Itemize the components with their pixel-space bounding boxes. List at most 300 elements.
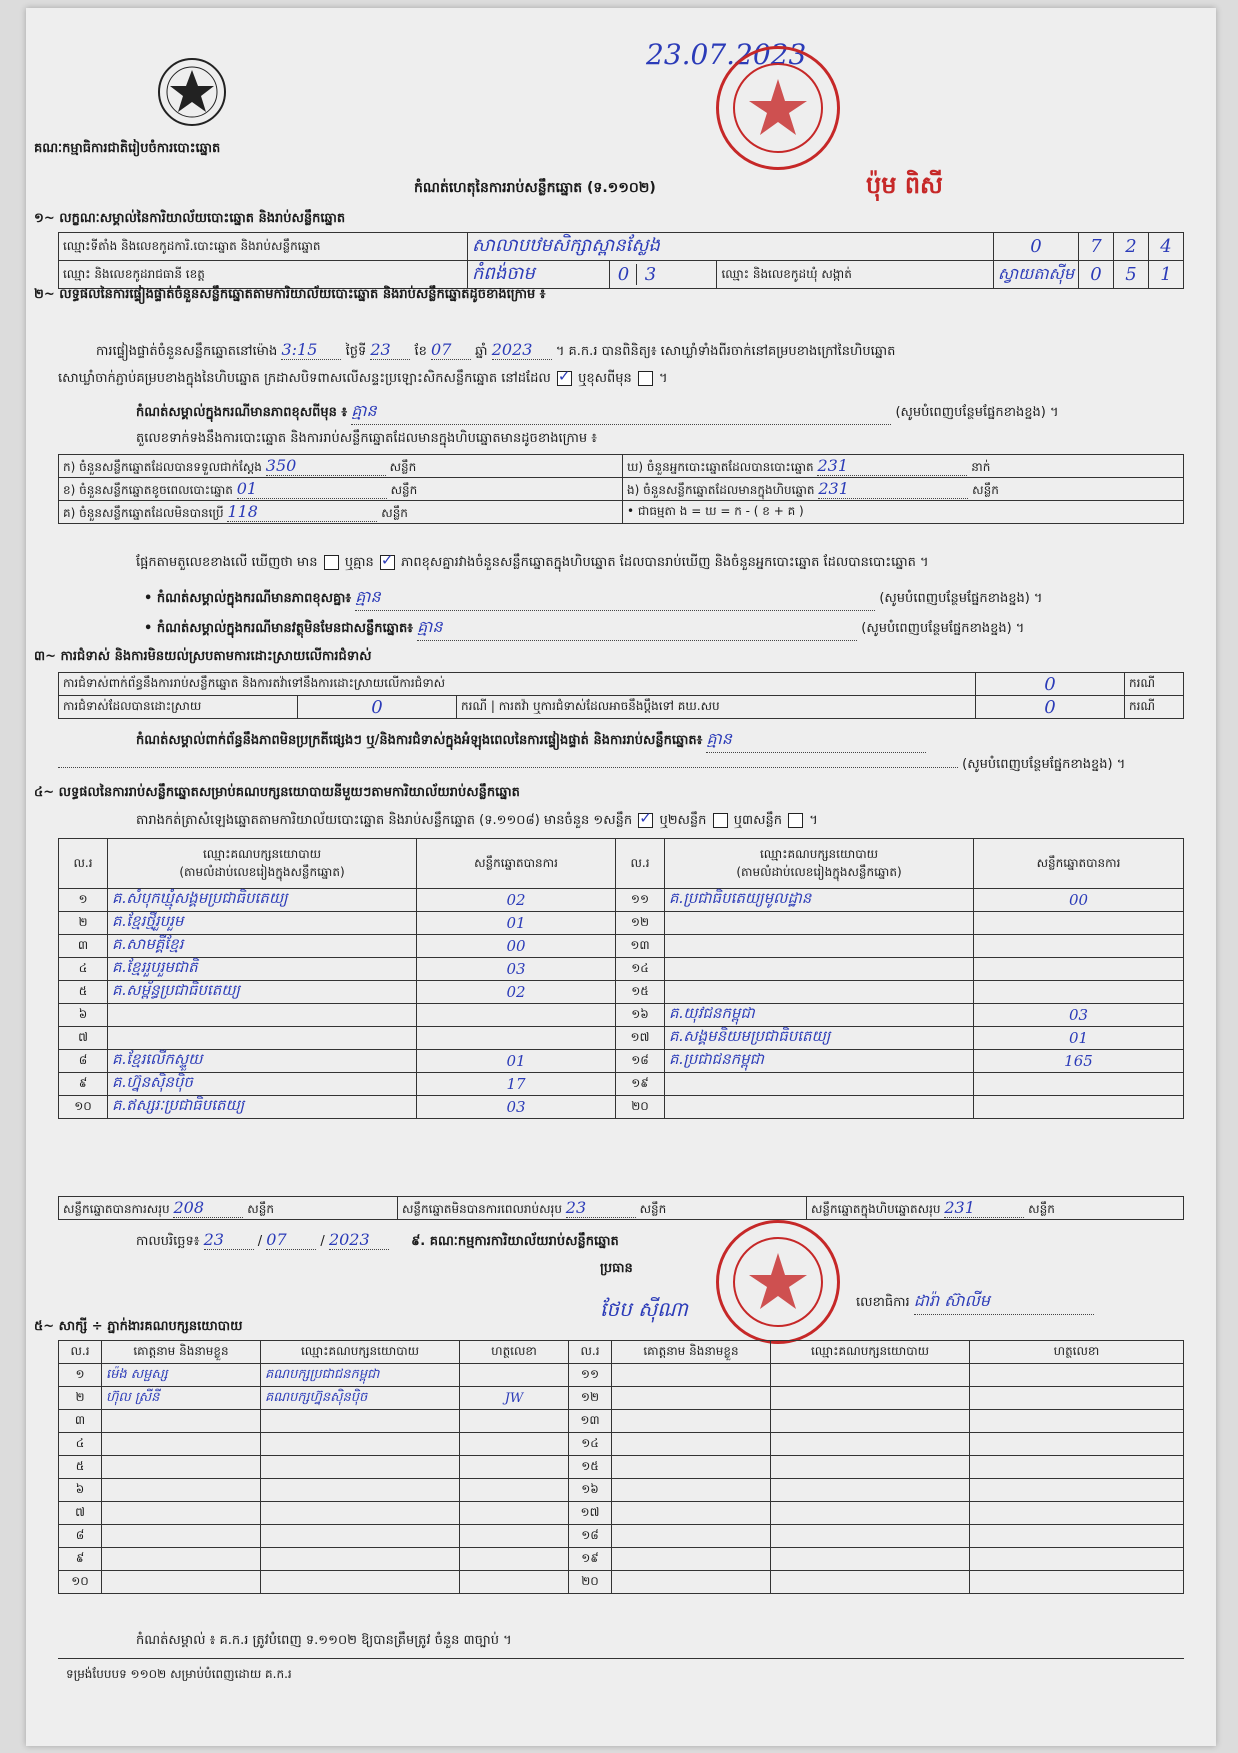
witness-party [261,1525,460,1548]
vote-count [417,1027,616,1050]
month-label: ខែ [414,344,427,359]
vote-count: 17 [417,1073,616,1096]
party-stamp-text: ប៉ុម ពិសី [866,171,943,199]
commune-code-digit: 0 [1079,261,1114,289]
col-party [108,839,417,889]
party-name: គ.ឥស្សរៈប្រជាធិបតេយ្យ [108,1096,417,1119]
row-no: ១៧ [616,1027,665,1050]
row-no: ១០ [59,1571,102,1594]
province-label: ឈ្មោះ និងលេខកូដរាជធានី ខេត្ត [59,261,468,289]
commune-label: ឈ្មោះ និងលេខកូដឃុំ សង្កាត់ [717,261,993,289]
witness-name [102,1548,261,1571]
sum-invalid-unit: សន្លឹក [639,1201,667,1216]
table-row [59,981,1184,1004]
row-no: ១៤ [569,1433,612,1456]
note2-value: គ្មាន [355,586,875,611]
row-no: ៥ [59,1456,102,1479]
verification-year: 2023 [492,340,552,360]
section1-title: ១~ លក្ខណៈសម្គាល់នៃការិយាល័យបោះឆ្នោត និងរាប់សន្លឹកឆ្នោត [34,211,346,226]
party-name [665,1096,974,1119]
row-no: ៩ [59,1073,108,1096]
party-name [108,1027,417,1050]
col-party [665,839,974,889]
row-no: ១៧ [569,1502,612,1525]
vote-count [974,1073,1184,1096]
row-no: ៨ [59,1050,108,1073]
row-no: ១ [59,889,108,912]
vote-count [974,981,1184,1004]
table-row [59,958,1184,981]
org-name: គណៈកម្មាធិការជាតិរៀបចំការបោះឆ្នោត [34,141,221,156]
fill-hint: (សូមបំពេញបន្ថែមផ្នែកខាងខ្នង) ។ [879,591,1043,606]
party-name [665,981,974,1004]
location-label: ឈ្មោះទីតាំង និងលេខកូដការិ.បោះឆ្នោត និងរាប់សន្លឹកឆ្នោត [59,233,468,261]
location-code-digit: 2 [1114,233,1149,261]
fill-hint: (សូមបំពេញបន្ថែមផ្នែកខាងខ្នង) ។ [962,757,1126,772]
sum-box-value: 231 [944,1198,1024,1218]
witness-name [102,1456,261,1479]
witness-name [102,1433,261,1456]
witness-signature [970,1525,1184,1548]
objection-row1-value: 0 [976,673,1125,696]
row-no: ៣ [59,1410,102,1433]
note3 [144,616,1184,641]
row-no: ១០ [59,1096,108,1119]
witness-party [771,1433,970,1456]
witness-signature: JW [460,1387,569,1410]
witness-party: គណបក្សប្រជាជនកម្ពុជា [261,1364,460,1387]
row-no: ១១ [616,889,665,912]
note2-label: • កំណត់សម្គាល់ក្នុងករណីមានភាពខុសគ្នា៖ [144,591,352,606]
row-no: ១២ [569,1387,612,1410]
row-no: ១៩ [616,1073,665,1096]
witness-party [261,1456,460,1479]
different-label: ឬខុសពីមុន [578,371,632,386]
location-code-digit: 7 [1079,233,1114,261]
witness-party [771,1479,970,1502]
row-no: ១៤ [616,958,665,981]
sum-valid-label: សន្លឹកឆ្នោតបានការសរុប [63,1201,170,1216]
vote-count: 01 [417,912,616,935]
col-party-sub: (តាមលំដាប់លេខរៀងក្នុងសន្លឹកឆ្នោត) [179,864,345,879]
formula: • ជាធម្មតា ង = ឃ = ក - ( ខ + គ ) [623,501,1184,524]
col-votes: សន្លឹកឆ្នោតបានការ [417,839,616,889]
section3-note-label: កំណត់សម្គាល់ពាក់ព័ន្ធនឹងភាពមិនប្រក្រតីផ្សេងៗ ឬ/និងការជំទាស់ក្នុងអំឡុងពេលនៃការផ្ទៀងផ្ទាត់ និងការរាប់សន្លឹកឆ្នោត៖ [136,733,703,748]
ng-value: 231 [818,479,968,499]
footer-text: ទម្រង់បែបបទ ១១០២ សម្រាប់បំពេញដោយ គ.ក.រ [66,1667,292,1681]
witness-signature [970,1571,1184,1594]
note3-value: គ្មាន [417,616,857,641]
row-no: ២ [59,1387,102,1410]
witness-signature [460,1502,569,1525]
col-no: ល.រ [59,1341,102,1364]
table-row [59,1050,1184,1073]
nec-emblem-icon [154,56,230,128]
witness-signature [970,1548,1184,1571]
witness-signature [460,1571,569,1594]
party-name [665,958,974,981]
compare-text-b: ឬគ្មាន [344,555,374,570]
fill-hint: (សូមបំពេញបន្ថែមផ្នែកខាងខ្នង) ។ [861,621,1025,636]
table-row [59,1433,1184,1456]
witness-signature [970,1364,1184,1387]
witness-party [771,1548,970,1571]
location-code-digit: 4 [1149,233,1184,261]
witness-signature [970,1456,1184,1479]
vote-count: 01 [417,1050,616,1073]
ko-value: 118 [227,502,377,522]
table-row [59,1073,1184,1096]
party-name: គ.យុវជនកម្ពុជា [665,1004,974,1027]
fill-hint: (សូមបំពេញបន្ថែមផ្នែកខាងខ្នង) ។ [895,405,1059,420]
sum-invalid-label: សន្លឹកឆ្នោតមិនបានការពេលរាប់សរុប [402,1201,562,1216]
row-no: ១៨ [569,1525,612,1548]
gh-unit: នាក់ [971,459,991,474]
section3-title: ៣~ ការជំទាស់ និងការមិនយល់ស្របតាមការដោះស្រាយលើការជំទាស់ [34,649,372,664]
year-label: ឆ្នាំ [475,344,488,359]
committee-label: ៩. គណៈកម្មការការិយាល័យរាប់សន្លឹកឆ្នោត [411,1234,619,1249]
row-no: ២០ [569,1571,612,1594]
objection-row2-unit-and-label: ករណី | ការតវ៉ា ឬការជំទាស់ដែលអាចនឹងប្តឹងទៅ គឃ.សប [457,696,976,719]
table-row [59,1479,1184,1502]
sum-valid-value: 208 [173,1198,243,1218]
gh-label: ឃ) ចំនួនអ្នកបោះឆ្នោតដែលបានបោះឆ្នោត [627,459,814,474]
table-row [59,1571,1184,1594]
witness-signature [460,1364,569,1387]
witness-signature [460,1479,569,1502]
secretary [856,1290,1094,1315]
row-no: ៤ [59,958,108,981]
two-sheet-checkbox[interactable] [713,813,728,828]
party-name [665,935,974,958]
row-no: ១១ [569,1364,612,1387]
witness-name [612,1456,771,1479]
date-day: 23 [204,1230,254,1250]
witness-name [612,1571,771,1594]
table-row [59,1548,1184,1571]
kh-value: 01 [237,479,387,499]
party-name: គ.សម្ព័ន្ធប្រជាធិបតេយ្យ [108,981,417,1004]
vote-count: 00 [974,889,1184,912]
vote-count: 03 [417,1096,616,1119]
chair-label: ប្រធាន [600,1261,633,1276]
party-name: គ.សំបុកឃ្មុំសង្គមប្រជាធិបតេយ្យ [108,889,417,912]
has-difference-checkbox[interactable] [324,555,339,570]
witness-party [261,1571,460,1594]
party-name: គ.សង្គមនិយមប្រជាធិបតេយ្យ [665,1027,974,1050]
col-name: គោត្តនាម និងនាមខ្លួន [612,1341,771,1364]
vote-count: 02 [417,889,616,912]
row-no: ៣ [59,935,108,958]
table-row [59,1027,1184,1050]
vote-count [974,912,1184,935]
row-no: ១២ [616,912,665,935]
witness-party [261,1433,460,1456]
section4-title: ៤~ លទ្ធផលនៃការរាប់សន្លឹកឆ្នោតសម្រាប់គណបក្សនយោបាយនីមួយៗតាមការិយាល័យរាប់សន្លឹកឆ្នោត [34,785,520,800]
section3-note-value: គ្មាន [706,728,926,753]
three-sheet-checkbox[interactable] [788,813,803,828]
province-code-digit: 3 [644,264,657,285]
province-code-digit: 0 [610,264,637,285]
witness-name [612,1479,771,1502]
objection-row2-label: ការជំទាស់ដែលបានដោះស្រាយ [59,696,298,719]
objection-row2-value: 0 [298,696,457,719]
note1 [136,400,1186,425]
objection-row1-label: ការជំទាស់ពាក់ព័ន្ធនឹងការរាប់សន្លឹកឆ្នោត និងការតវ៉ាទៅនឹងការដោះស្រាយលើការជំទាស់ [59,673,976,696]
sum-box-unit: សន្លឹក [1028,1201,1055,1216]
row-no: ១៦ [569,1479,612,1502]
table-row [59,1410,1184,1433]
vote-results-table [58,838,1184,1119]
party-name: គ.ប្រជាជនកម្ពុជា [665,1050,974,1073]
witness-signature [460,1433,569,1456]
row-no: ៦ [59,1004,108,1027]
party-name [665,1073,974,1096]
table-row [59,1456,1184,1479]
witness-name: ម៉េង សម្ផស្ស [102,1364,261,1387]
party-name [108,1004,417,1027]
same-checkbox[interactable] [557,371,572,386]
witness-party [771,1525,970,1548]
commune-code-digit: 1 [1149,261,1184,289]
witness-name [612,1387,771,1410]
section1-table [58,232,1184,289]
witness-name [102,1525,261,1548]
row-no: ៧ [59,1027,108,1050]
witness-name: ហ៊ុល ស្រីនី [102,1387,261,1410]
location-value: សាលាបឋមសិក្សាស្ពានស្លែង [468,233,994,261]
secretary-name: ដារ៉ា ស៊ាលីម [914,1290,1094,1315]
verification-time: 3:15 [281,340,341,360]
witness-signature [460,1548,569,1571]
section3-fill-hint [58,756,1184,775]
appeal-unit: ករណី [1125,696,1184,719]
col-no: ល.រ [569,1341,612,1364]
row-no: ១ [59,1364,102,1387]
table-row [59,912,1184,935]
sum-valid-unit: សន្លឹក [247,1201,274,1216]
party-name [665,912,974,935]
vote-count [974,1096,1184,1119]
row-no: ២ [59,912,108,935]
vote-count: 01 [974,1027,1184,1050]
witness-name [102,1410,261,1433]
one-sheet-checkbox[interactable] [638,813,653,828]
vote-count: 02 [417,981,616,1004]
witness-signature [970,1387,1184,1410]
official-stamp-bottom [716,1220,840,1344]
witness-name [612,1525,771,1548]
section5-note: កំណត់សម្គាល់ ៖ គ.ក.រ ត្រូវបំពេញ ទ.១១០២ ឱ្យបានត្រឹមត្រូវ ចំនួន ៣ច្បាប់ ។ [136,1633,512,1648]
kh-label: ខ) ចំនួនសន្លឹកឆ្នោតខូចពេលបោះឆ្នោត [63,482,233,497]
party-name: គ.ខ្មែរថ្មីរួបរួម [108,912,417,935]
table-row [59,1525,1184,1548]
no-difference-checkbox[interactable] [380,555,395,570]
k-label: ក) ចំនួនសន្លឹកឆ្នោតដែលបានទទួលជាក់ស្តែង [63,459,262,474]
date-year: 2023 [329,1230,389,1250]
table-row [59,935,1184,958]
sum-invalid-value: 23 [566,1198,636,1218]
witness-name [612,1548,771,1571]
witness-party [261,1548,460,1571]
vote-count [974,935,1184,958]
row-no: ៤ [59,1433,102,1456]
col-sign: ហត្ថលេខា [970,1341,1184,1364]
party-name: គ.ខ្មែរលើកស្ទួយ [108,1050,417,1073]
table-row [59,1004,1184,1027]
compare-text-c: ភាពខុសគ្នារវាងចំនួនសន្លឹកឆ្នោតក្នុងហិបឆ្នោត ដែលបានរាប់ឃើញ និងចំនួនអ្នកបោះឆ្នោត ដែលបានបោះឆ្នោត ។ [401,555,929,570]
commune-value: ស្វាយតាសុីម [993,261,1078,289]
row-no: ១៦ [616,1004,665,1027]
witness-signature [460,1410,569,1433]
form-page [26,8,1216,1746]
row-no: ២០ [616,1096,665,1119]
vote-count: 00 [417,935,616,958]
verification-time-label: ការផ្ទៀងផ្ទាត់ចំនួនសន្លឹកឆ្នោតនៅម៉ោង [96,344,278,359]
witness-table [58,1340,1184,1594]
location-code-digit: 0 [993,233,1078,261]
doc-title: កំណត់ហេតុនៃការរាប់សន្លឹកឆ្នោត (ទ.១១០២) [414,180,656,196]
witness-party [771,1410,970,1433]
witness-name [612,1433,771,1456]
row-no: ១៨ [616,1050,665,1073]
note1-value: គ្មាន [351,400,891,425]
verification-paragraph-2: សោឃ្លាំចាក់ភ្ជាប់គម្របខាងក្នុងនៃហិបឆ្នោត ក្រដាសបិទពាសលើសន្ទះប្រឡោះសិកសន្លឹកឆ្នោត នៅដដែល ✓ ឬខុសពីមុន ។ [58,370,668,389]
witness-party [771,1571,970,1594]
table-row [59,1096,1184,1119]
table-row [59,1364,1184,1387]
witness-name [612,1364,771,1387]
witness-signature [970,1433,1184,1456]
witness-signature [460,1525,569,1548]
witness-name [102,1479,261,1502]
party-name: គ.សាមគ្គីខ្មែរ [108,935,417,958]
col-sign: ហត្ថលេខា [460,1341,569,1364]
witness-party: គណបក្សហ្វ៊ុនស៊ិនប៉ិច [261,1387,460,1410]
col-party-title: ឈ្មោះគណបក្សនយោបាយ [202,846,322,861]
vote-count: 03 [974,1004,1184,1027]
ballot-count-table [58,454,1184,524]
section2-title: ២~ លទ្ធផលនៃការផ្ទៀងផ្ទាត់ចំនួនសន្លឹកឆ្នោតតាមការិយាល័យបោះឆ្នោត និងរាប់សន្លឹកឆ្នោតដូចខាងក្រោម ៖ [34,287,546,302]
witness-party [771,1364,970,1387]
verification-paragraph [96,340,1186,362]
section5-title: ៥~ សាក្សី ÷ ភ្នាក់ងារគណបក្សនយោបាយ [34,1319,243,1334]
witness-name [102,1571,261,1594]
sub-intro: តួលេខទាក់ទងនឹងការបោះឆ្នោត និងការរាប់សន្លឹកឆ្នោតដែលមានក្នុងហិបឆ្នោតមានដូចខាងក្រោម ៖ [136,431,597,446]
note2 [144,586,1184,611]
comparison-line [136,554,1186,573]
party-name: គ.ហ្វ៊ុនស៊ិនប៉ិច [108,1073,417,1096]
witness-signature [970,1479,1184,1502]
witness-name [612,1410,771,1433]
ko-label: គ) ចំនួនសន្លឹកឆ្នោតដែលមិនបានប្រើ [63,505,224,520]
witness-party [261,1479,460,1502]
col-no: ល.រ [616,839,665,889]
signing-date: កាលបរិច្ឆេទ៖ 23 / 07 / 2023 ៩. គណៈកម្មការការិយាល័យរាប់សន្លឹកឆ្នោត [136,1230,619,1249]
two-sheet-label: ឬ២សន្លឹក [659,813,707,828]
appeal-label: ការតវ៉ា ឬការជំទាស់ដែលអាចនឹងប្តឹងទៅ គឃ.សប [498,699,720,713]
ng-label: ង) ចំនួនសន្លឹកឆ្នោតដែលមានក្នុងហិបឆ្នោត [627,482,815,497]
kh-unit: សន្លឹក [390,482,418,497]
note3-label: • កំណត់សម្គាល់ក្នុងករណីមានវត្ថុមិនមែនជាសន្លឹកឆ្នោត៖ [144,621,413,636]
objection-row1-unit: ករណី [1125,673,1184,696]
row-no: ៥ [59,981,108,1004]
witness-signature [970,1410,1184,1433]
section3-note [136,728,1186,753]
k-value: 350 [266,456,386,476]
table-row [59,1387,1184,1410]
chair-name: ថែប ស៊ីណា [600,1297,688,1321]
witness-party [261,1502,460,1525]
vote-totals-table [58,1196,1184,1220]
witness-party [771,1387,970,1410]
handwritten-date: 23.07.2023 [646,38,807,71]
ko-unit: សន្លឹក [381,505,408,520]
gh-value: 231 [817,456,967,476]
witness-party [771,1502,970,1525]
vote-count: 03 [417,958,616,981]
row-no: ១៣ [616,935,665,958]
row-no: ១៣ [569,1410,612,1433]
row-no: ៨ [59,1525,102,1548]
col-party: ឈ្មោះគណបក្សនយោបាយ [261,1341,460,1364]
official-stamp-top [716,46,840,170]
witness-signature [970,1502,1184,1525]
sum-box-label: សន្លឹកឆ្នោតក្នុងហិបឆ្នោតសរុប [811,1201,941,1216]
col-name: គោត្តនាម និងនាមខ្លួន [102,1341,261,1364]
k-unit: សន្លឹក [389,459,417,474]
verification-day: 23 [370,340,410,360]
row-no: ៩ [59,1548,102,1571]
row-no: ១៥ [616,981,665,1004]
date-month: 07 [266,1230,316,1250]
party-name: គ.ប្រជាធិបតេយ្យមូលដ្ឋាន [665,889,974,912]
witness-signature [460,1456,569,1479]
commune-code-digit: 5 [1114,261,1149,289]
row-no: ៧ [59,1502,102,1525]
note1-label: កំណត់សម្គាល់ក្នុងករណីមានភាពខុសពីមុន ៖ [136,405,348,420]
col-party: ឈ្មោះគណបក្សនយោបាយ [771,1341,970,1364]
different-checkbox[interactable] [638,371,653,386]
vote-count: 165 [974,1050,1184,1073]
objection-row2-unit: ករណី [461,699,488,713]
province-value: កំពង់ចាម [468,261,610,289]
three-sheet-label: ឬ៣សន្លឹក [733,813,782,828]
party-name: គ.ខ្មែររួបរួមជាតិ [108,958,417,981]
row-no: ១៩ [569,1548,612,1571]
section3-dotted-line [58,767,958,768]
table-row [59,889,1184,912]
witness-name [102,1502,261,1525]
verification-month: 07 [431,340,471,360]
row-no: ១៥ [569,1456,612,1479]
verification-text: ។ គ.ក.រ បានពិនិត្យ៖ សោឃ្លាំទាំងពីរចាក់នៅគម្របខាងក្រៅនៃហិបឆ្នោត [555,344,896,359]
vote-count [417,1004,616,1027]
witness-name [612,1502,771,1525]
col-votes: សន្លឹកឆ្នោតបានការ [974,839,1184,889]
objection-table [58,672,1184,719]
vote-count [974,958,1184,981]
section4-intro-text: តារាងកត់ត្រាសំឡេងឆ្នោតតាមការិយាល័យបោះឆ្នោត និងរាប់សន្លឹកឆ្នោត (ទ.១១០៨) មានចំនួន ១សន្លឹក [136,813,633,828]
day-label: ថ្ងៃទី [345,344,367,359]
appeal-value: 0 [976,696,1125,719]
ng-unit: សន្លឹក [972,482,999,497]
witness-party [261,1410,460,1433]
verification-text-2: សោឃ្លាំចាក់ភ្ជាប់គម្របខាងក្នុងនៃហិបឆ្នោត ក្រដាសបិទពាសលើសន្ទះប្រឡោះសិកសន្លឹកឆ្នោត នៅដដែល [58,371,551,386]
col-party-title: ឈ្មោះគណបក្សនយោបាយ [759,846,879,861]
col-party-sub: (តាមលំដាប់លេខរៀងក្នុងសន្លឹកឆ្នោត) [736,864,902,879]
section4-intro: តារាងកត់ត្រាសំឡេងឆ្នោតតាមការិយាល័យបោះឆ្នោត និងរាប់សន្លឹកឆ្នោត (ទ.១១០៨) មានចំនួន ១សន្លឹក ✓ ឬ២សន្លឹក ឬ៣សន្លឹក ។ [136,812,818,831]
